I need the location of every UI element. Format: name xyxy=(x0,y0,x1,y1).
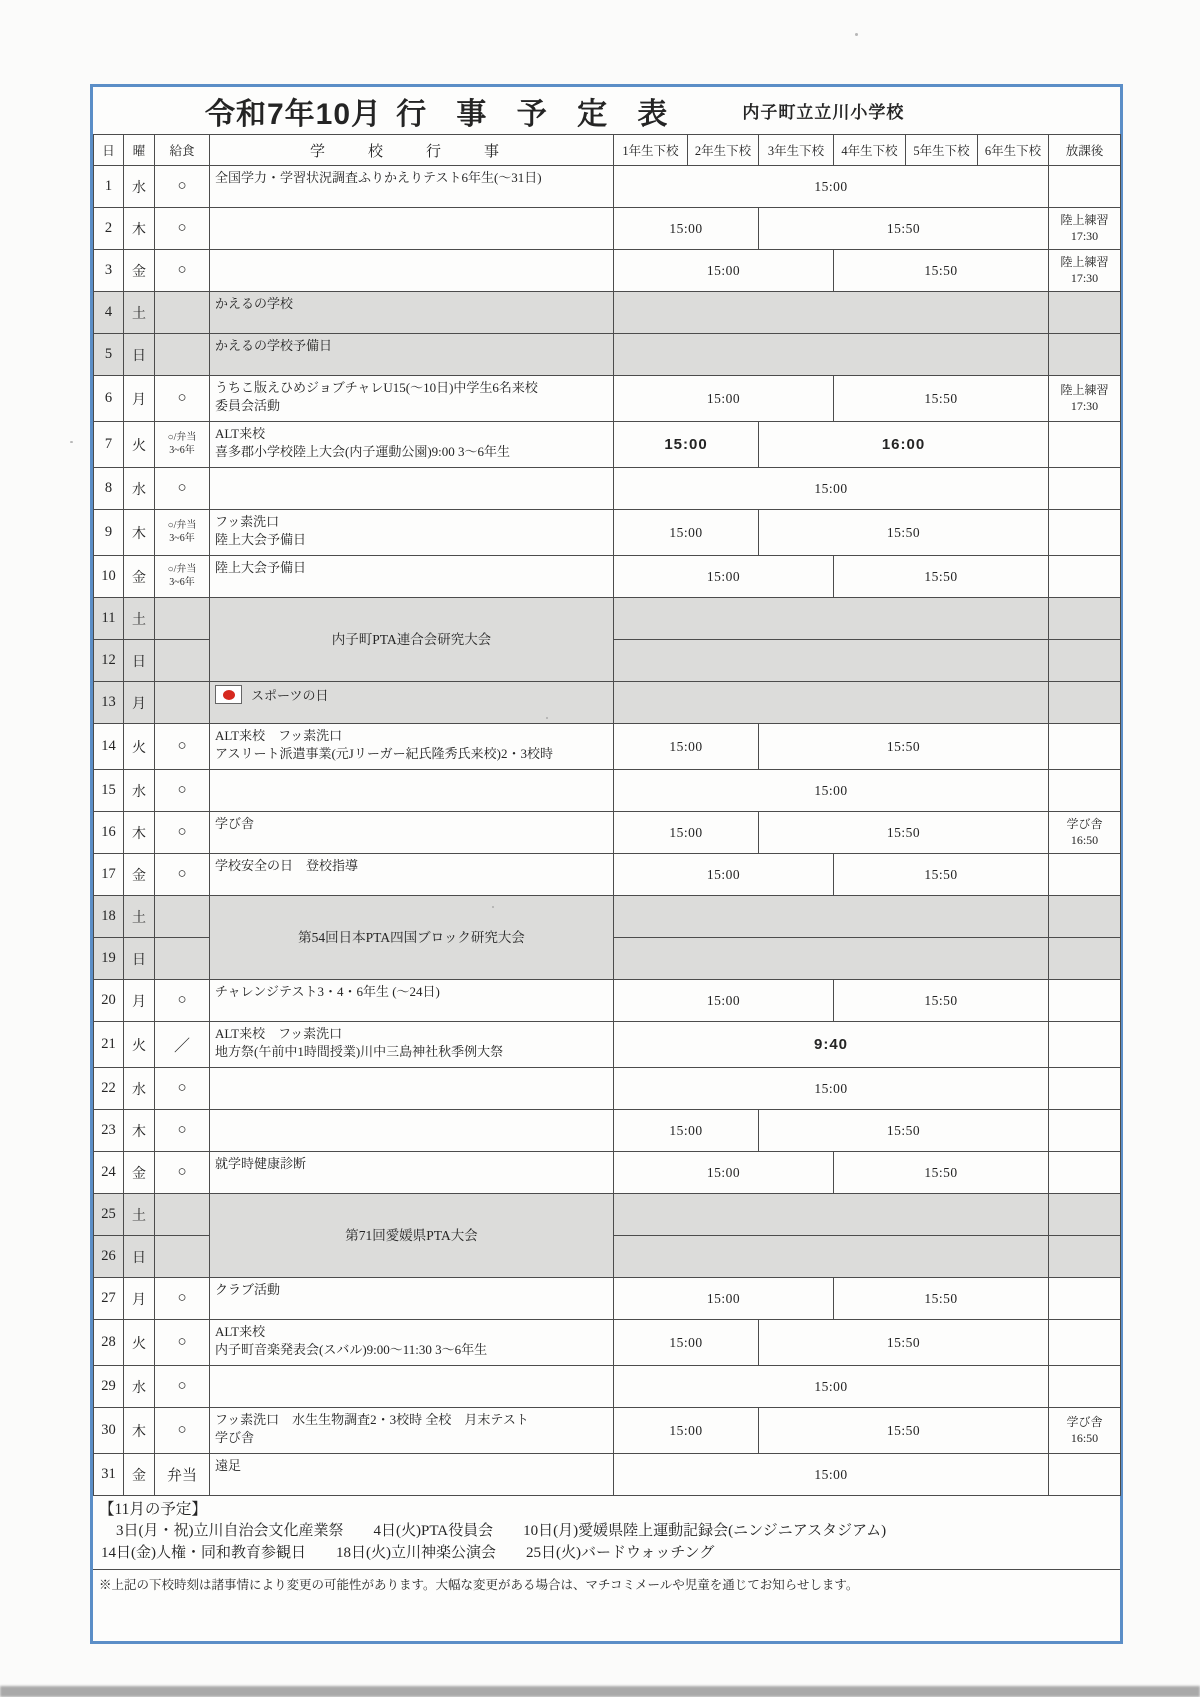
lunch-cell: ○ xyxy=(155,1320,210,1366)
schedule-row-9 xyxy=(94,510,1121,556)
dismissal-time-cell xyxy=(614,334,1049,376)
scan-speck xyxy=(855,33,858,36)
dismissal-time-cell: 15:00 xyxy=(614,422,759,468)
schedule-row-3 xyxy=(94,250,1121,292)
day-number: 30 xyxy=(94,1408,124,1454)
day-of-week: 月 xyxy=(124,980,155,1022)
day-of-week: 月 xyxy=(124,376,155,422)
event-cell: クラブ活動 xyxy=(210,1278,614,1320)
dismissal-time-cell: 15:00 xyxy=(614,980,834,1022)
lunch-cell: ○ xyxy=(155,1152,210,1194)
day-of-week: 木 xyxy=(124,1110,155,1152)
after-school-cell xyxy=(1049,422,1121,468)
schedule-row-10 xyxy=(94,556,1121,598)
dismissal-time-cell xyxy=(614,292,1049,334)
after-school-cell xyxy=(1049,292,1121,334)
after-school-cell xyxy=(1049,1366,1121,1408)
day-number: 6 xyxy=(94,376,124,422)
day-of-week: 土 xyxy=(124,1194,155,1236)
dismissal-time-cell xyxy=(614,1236,1049,1278)
event-cell: スポーツの日 xyxy=(210,682,614,724)
event-cell: フッ素洗口 水生生物調査2・3校時 全校 月末テスト 学び舎 xyxy=(210,1408,614,1454)
day-number: 19 xyxy=(94,938,124,980)
event-cell: かえるの学校予備日 xyxy=(210,334,614,376)
event-cell xyxy=(210,1068,614,1110)
schedule-row-5 xyxy=(94,334,1121,376)
day-of-week: 火 xyxy=(124,724,155,770)
day-of-week: 木 xyxy=(124,812,155,854)
after-school-cell: 学び舎 16:50 xyxy=(1049,1408,1121,1454)
day-of-week: 水 xyxy=(124,770,155,812)
column-header: 曜 xyxy=(124,135,155,166)
column-header: 3年生下校 xyxy=(759,135,834,166)
dismissal-time-cell: 15:00 xyxy=(614,1366,1049,1408)
dismissal-time-cell: 15:50 xyxy=(759,724,1049,770)
dismissal-time-cell: 15:00 xyxy=(614,812,759,854)
dismissal-time-cell: 15:50 xyxy=(834,250,1049,292)
day-of-week: 水 xyxy=(124,1068,155,1110)
dismissal-time-cell: 15:50 xyxy=(834,1152,1049,1194)
day-number: 20 xyxy=(94,980,124,1022)
day-number: 12 xyxy=(94,640,124,682)
day-of-week: 土 xyxy=(124,896,155,938)
lunch-cell: ○ xyxy=(155,376,210,422)
event-cell: ALT来校 喜多郡小学校陸上大会(内子運動公園)9:00 3〜6年生 xyxy=(210,422,614,468)
schedule-row-30 xyxy=(94,1408,1121,1454)
lunch-cell xyxy=(155,1194,210,1236)
event-cell: 第71回愛媛県PTA大会 xyxy=(210,1194,614,1278)
event-cell xyxy=(210,770,614,812)
school-name: 内子町立立川小学校 xyxy=(742,103,905,122)
lunch-cell xyxy=(155,1236,210,1278)
day-of-week: 日 xyxy=(124,938,155,980)
schedule-sheet xyxy=(90,84,1123,1644)
lunch-cell: ／ xyxy=(155,1022,210,1068)
column-header: 6年生下校 xyxy=(978,135,1049,166)
after-school-cell xyxy=(1049,468,1121,510)
day-of-week: 水 xyxy=(124,166,155,208)
day-of-week: 土 xyxy=(124,598,155,640)
column-header: 5年生下校 xyxy=(906,135,978,166)
dismissal-time-cell xyxy=(614,938,1049,980)
header-row xyxy=(94,135,1121,166)
dismissal-time-cell: 15:50 xyxy=(759,1408,1049,1454)
day-number: 1 xyxy=(94,166,124,208)
lunch-cell: ○ xyxy=(155,468,210,510)
after-school-cell xyxy=(1049,510,1121,556)
day-of-week: 月 xyxy=(124,682,155,724)
event-cell: 内子町PTA連合会研究大会 xyxy=(210,598,614,682)
scan-speck xyxy=(492,906,494,908)
column-header: 放課後 xyxy=(1049,135,1121,166)
day-number: 28 xyxy=(94,1320,124,1366)
event-cell: 全国学力・学習状況調査ふりかえりテスト6年生(〜31日) xyxy=(210,166,614,208)
dismissal-time-cell xyxy=(614,640,1049,682)
dismissal-time-cell: 15:00 xyxy=(614,556,834,598)
column-header: 日 xyxy=(94,135,124,166)
schedule-row-7 xyxy=(94,422,1121,468)
lunch-cell: ○ xyxy=(155,770,210,812)
dismissal-time-cell: 9:40 xyxy=(614,1022,1049,1068)
day-number: 22 xyxy=(94,1068,124,1110)
after-school-cell xyxy=(1049,682,1121,724)
dismissal-time-cell: 15:50 xyxy=(759,510,1049,556)
dismissal-time-cell: 15:00 xyxy=(614,510,759,556)
day-number: 14 xyxy=(94,724,124,770)
lunch-cell: ○ xyxy=(155,166,210,208)
day-number: 25 xyxy=(94,1194,124,1236)
day-of-week: 日 xyxy=(124,334,155,376)
schedule-row-25 xyxy=(94,1194,1121,1236)
after-school-cell xyxy=(1049,854,1121,896)
event-cell xyxy=(210,250,614,292)
dismissal-time-cell: 15:50 xyxy=(759,1320,1049,1366)
after-school-cell xyxy=(1049,980,1121,1022)
column-header: 4年生下校 xyxy=(834,135,906,166)
day-of-week: 金 xyxy=(124,1152,155,1194)
day-of-week: 木 xyxy=(124,510,155,556)
day-of-week: 日 xyxy=(124,640,155,682)
lunch-cell: ○ xyxy=(155,1068,210,1110)
day-of-week: 火 xyxy=(124,1320,155,1366)
day-number: 29 xyxy=(94,1366,124,1408)
day-number: 18 xyxy=(94,896,124,938)
lunch-cell: ○ xyxy=(155,980,210,1022)
day-of-week: 金 xyxy=(124,250,155,292)
schedule-row-29 xyxy=(94,1366,1121,1408)
lunch-cell xyxy=(155,682,210,724)
after-school-cell xyxy=(1049,1022,1121,1068)
event-cell: ALT来校 フッ素洗口 アスリート派遣事業(元Jリーガー紀氏隆秀氏来校)2・3校時 xyxy=(210,724,614,770)
schedule-row-6 xyxy=(94,376,1121,422)
schedule-row-11 xyxy=(94,598,1121,640)
footnote: ※上記の下校時刻は諸事情により変更の可能性があります。大幅な変更がある場合は、マチコミメールや児童を通じてお知らせします。 xyxy=(93,1569,1120,1601)
schedule-row-24 xyxy=(94,1152,1121,1194)
schedule-row-15 xyxy=(94,770,1121,812)
after-school-cell xyxy=(1049,1320,1121,1366)
after-school-cell xyxy=(1049,1110,1121,1152)
event-cell: 学校安全の日 登校指導 xyxy=(210,854,614,896)
dismissal-time-cell: 15:00 xyxy=(614,854,834,896)
dismissal-time-cell xyxy=(614,896,1049,938)
dismissal-time-cell: 15:00 xyxy=(614,468,1049,510)
dismissal-time-cell: 15:50 xyxy=(759,208,1049,250)
dismissal-time-cell: 15:00 xyxy=(614,1110,759,1152)
lunch-cell xyxy=(155,896,210,938)
day-of-week: 火 xyxy=(124,422,155,468)
lunch-cell: ○ xyxy=(155,812,210,854)
day-of-week: 日 xyxy=(124,1236,155,1278)
lunch-cell xyxy=(155,334,210,376)
day-of-week: 木 xyxy=(124,1408,155,1454)
after-school-cell xyxy=(1049,1278,1121,1320)
dismissal-time-cell: 15:00 xyxy=(614,1152,834,1194)
schedule-row-31 xyxy=(94,1454,1121,1496)
event-cell xyxy=(210,468,614,510)
schedule-row-28 xyxy=(94,1320,1121,1366)
day-of-week: 金 xyxy=(124,1454,155,1496)
after-school-cell: 陸上練習 17:30 xyxy=(1049,208,1121,250)
day-of-week: 金 xyxy=(124,854,155,896)
dismissal-time-cell: 15:00 xyxy=(614,208,759,250)
blank-strip xyxy=(93,1601,1120,1641)
scan-speck xyxy=(546,717,548,719)
dismissal-time-cell: 15:00 xyxy=(614,1454,1049,1496)
dismissal-time-cell: 15:00 xyxy=(614,1278,834,1320)
november-line: 3日(月・祝)立川自治会文化産業祭 4日(火)PTA役員会 10日(月)愛媛県陸上運動記録会(ニンジニアスタジアム) xyxy=(101,1523,887,1540)
day-number: 15 xyxy=(94,770,124,812)
day-number: 16 xyxy=(94,812,124,854)
lunch-cell: ○ xyxy=(155,1408,210,1454)
after-school-cell xyxy=(1049,640,1121,682)
japan-flag-icon xyxy=(215,685,242,704)
scan-speck xyxy=(70,441,73,443)
page-title-month: 令和7年10月 xyxy=(205,97,383,131)
lunch-cell xyxy=(155,292,210,334)
dismissal-time-cell xyxy=(614,598,1049,640)
schedule-row-23 xyxy=(94,1110,1121,1152)
day-number: 4 xyxy=(94,292,124,334)
dismissal-time-cell: 16:00 xyxy=(759,422,1049,468)
november-line: 14日(金)人権・同和教育参観日 18日(火)立川神楽公演会 25日(火)バードウォッチング xyxy=(101,1545,715,1562)
dismissal-time-cell: 15:50 xyxy=(759,812,1049,854)
event-cell: 第54回日本PTA四国ブロック研究大会 xyxy=(210,896,614,980)
dismissal-time-cell: 15:00 xyxy=(614,166,1049,208)
lunch-cell: ○ xyxy=(155,724,210,770)
schedule-row-21 xyxy=(94,1022,1121,1068)
event-cell: 学び舎 xyxy=(210,812,614,854)
lunch-cell xyxy=(155,598,210,640)
lunch-cell: ○ xyxy=(155,1366,210,1408)
dismissal-time-cell: 15:50 xyxy=(834,854,1049,896)
schedule-row-18 xyxy=(94,896,1121,938)
day-number: 17 xyxy=(94,854,124,896)
lunch-cell: ○ xyxy=(155,250,210,292)
day-number: 27 xyxy=(94,1278,124,1320)
schedule-row-4 xyxy=(94,292,1121,334)
day-number: 7 xyxy=(94,422,124,468)
lunch-cell xyxy=(155,640,210,682)
day-of-week: 火 xyxy=(124,1022,155,1068)
schedule-table xyxy=(93,134,1121,1496)
schedule-row-8 xyxy=(94,468,1121,510)
page-title-main: 行 事 予 定 表 xyxy=(396,97,679,131)
dismissal-time-cell: 15:50 xyxy=(834,1278,1049,1320)
day-number: 8 xyxy=(94,468,124,510)
dismissal-time-cell: 15:00 xyxy=(614,1320,759,1366)
dismissal-time-cell: 15:50 xyxy=(834,980,1049,1022)
dismissal-time-cell xyxy=(614,682,1049,724)
after-school-cell xyxy=(1049,724,1121,770)
after-school-cell xyxy=(1049,938,1121,980)
lunch-cell: 弁当 xyxy=(155,1454,210,1496)
column-header: 学 校 行 事 xyxy=(210,135,614,166)
column-header: 1年生下校 xyxy=(614,135,688,166)
day-number: 9 xyxy=(94,510,124,556)
lunch-cell xyxy=(155,938,210,980)
day-number: 21 xyxy=(94,1022,124,1068)
lunch-cell: ○/弁当 3~6年 xyxy=(155,556,210,598)
event-cell: かえるの学校 xyxy=(210,292,614,334)
dismissal-time-cell: 15:50 xyxy=(834,376,1049,422)
event-cell: ALT来校 内子町音楽発表会(スバル)9:00〜11:30 3〜6年生 xyxy=(210,1320,614,1366)
after-school-cell xyxy=(1049,166,1121,208)
after-school-cell xyxy=(1049,556,1121,598)
after-school-cell: 陸上練習 17:30 xyxy=(1049,250,1121,292)
after-school-cell xyxy=(1049,1236,1121,1278)
event-cell: うちこ版えひめジョブチャレU15(〜10日)中学生6名来校 委員会活動 xyxy=(210,376,614,422)
event-cell: チャレンジテスト3・4・6年生 (〜24日) xyxy=(210,980,614,1022)
after-school-cell xyxy=(1049,896,1121,938)
dismissal-time-cell xyxy=(614,1194,1049,1236)
schedule-row-20 xyxy=(94,980,1121,1022)
schedule-row-16 xyxy=(94,812,1121,854)
after-school-cell: 学び舎 16:50 xyxy=(1049,812,1121,854)
november-section xyxy=(93,1496,1120,1569)
dismissal-time-cell: 15:50 xyxy=(834,556,1049,598)
column-header: 給食 xyxy=(155,135,210,166)
lunch-cell: ○/弁当 3~6年 xyxy=(155,422,210,468)
day-number: 23 xyxy=(94,1110,124,1152)
schedule-row-2 xyxy=(94,208,1121,250)
day-number: 26 xyxy=(94,1236,124,1278)
day-of-week: 金 xyxy=(124,556,155,598)
title-row xyxy=(93,87,1120,134)
schedule-row-27 xyxy=(94,1278,1121,1320)
dismissal-time-cell: 15:00 xyxy=(614,376,834,422)
dismissal-time-cell: 15:00 xyxy=(614,770,1049,812)
after-school-cell xyxy=(1049,1194,1121,1236)
day-of-week: 土 xyxy=(124,292,155,334)
schedule-row-13 xyxy=(94,682,1121,724)
after-school-cell: 陸上練習 17:30 xyxy=(1049,376,1121,422)
schedule-row-1 xyxy=(94,166,1121,208)
day-number: 5 xyxy=(94,334,124,376)
lunch-cell: ○ xyxy=(155,1278,210,1320)
day-of-week: 月 xyxy=(124,1278,155,1320)
day-number: 11 xyxy=(94,598,124,640)
day-of-week: 木 xyxy=(124,208,155,250)
day-number: 10 xyxy=(94,556,124,598)
schedule-row-17 xyxy=(94,854,1121,896)
day-of-week: 水 xyxy=(124,468,155,510)
day-number: 13 xyxy=(94,682,124,724)
scan-edge xyxy=(0,1686,1200,1697)
after-school-cell xyxy=(1049,598,1121,640)
event-cell: ALT来校 フッ素洗口 地方祭(午前中1時間授業)川中三島神社秋季例大祭 xyxy=(210,1022,614,1068)
day-of-week: 水 xyxy=(124,1366,155,1408)
dismissal-time-cell: 15:00 xyxy=(614,1408,759,1454)
schedule-row-14 xyxy=(94,724,1121,770)
column-header: 2年生下校 xyxy=(688,135,759,166)
day-number: 3 xyxy=(94,250,124,292)
lunch-cell: ○/弁当 3~6年 xyxy=(155,510,210,556)
event-cell: フッ素洗口 陸上大会予備日 xyxy=(210,510,614,556)
day-number: 31 xyxy=(94,1454,124,1496)
dismissal-time-cell: 15:00 xyxy=(614,250,834,292)
after-school-cell xyxy=(1049,1454,1121,1496)
event-cell: 陸上大会予備日 xyxy=(210,556,614,598)
after-school-cell xyxy=(1049,770,1121,812)
day-number: 24 xyxy=(94,1152,124,1194)
event-cell: 就学時健康診断 xyxy=(210,1152,614,1194)
after-school-cell xyxy=(1049,334,1121,376)
after-school-cell xyxy=(1049,1068,1121,1110)
dismissal-time-cell: 15:50 xyxy=(759,1110,1049,1152)
event-cell: 遠足 xyxy=(210,1454,614,1496)
lunch-cell: ○ xyxy=(155,1110,210,1152)
day-number: 2 xyxy=(94,208,124,250)
dismissal-time-cell: 15:00 xyxy=(614,724,759,770)
event-cell xyxy=(210,1366,614,1408)
lunch-cell: ○ xyxy=(155,854,210,896)
event-cell xyxy=(210,1110,614,1152)
event-cell xyxy=(210,208,614,250)
after-school-cell xyxy=(1049,1152,1121,1194)
dismissal-time-cell: 15:00 xyxy=(614,1068,1049,1110)
lunch-cell: ○ xyxy=(155,208,210,250)
november-title: 【11月の予定】 xyxy=(99,1501,207,1518)
schedule-row-22 xyxy=(94,1068,1121,1110)
